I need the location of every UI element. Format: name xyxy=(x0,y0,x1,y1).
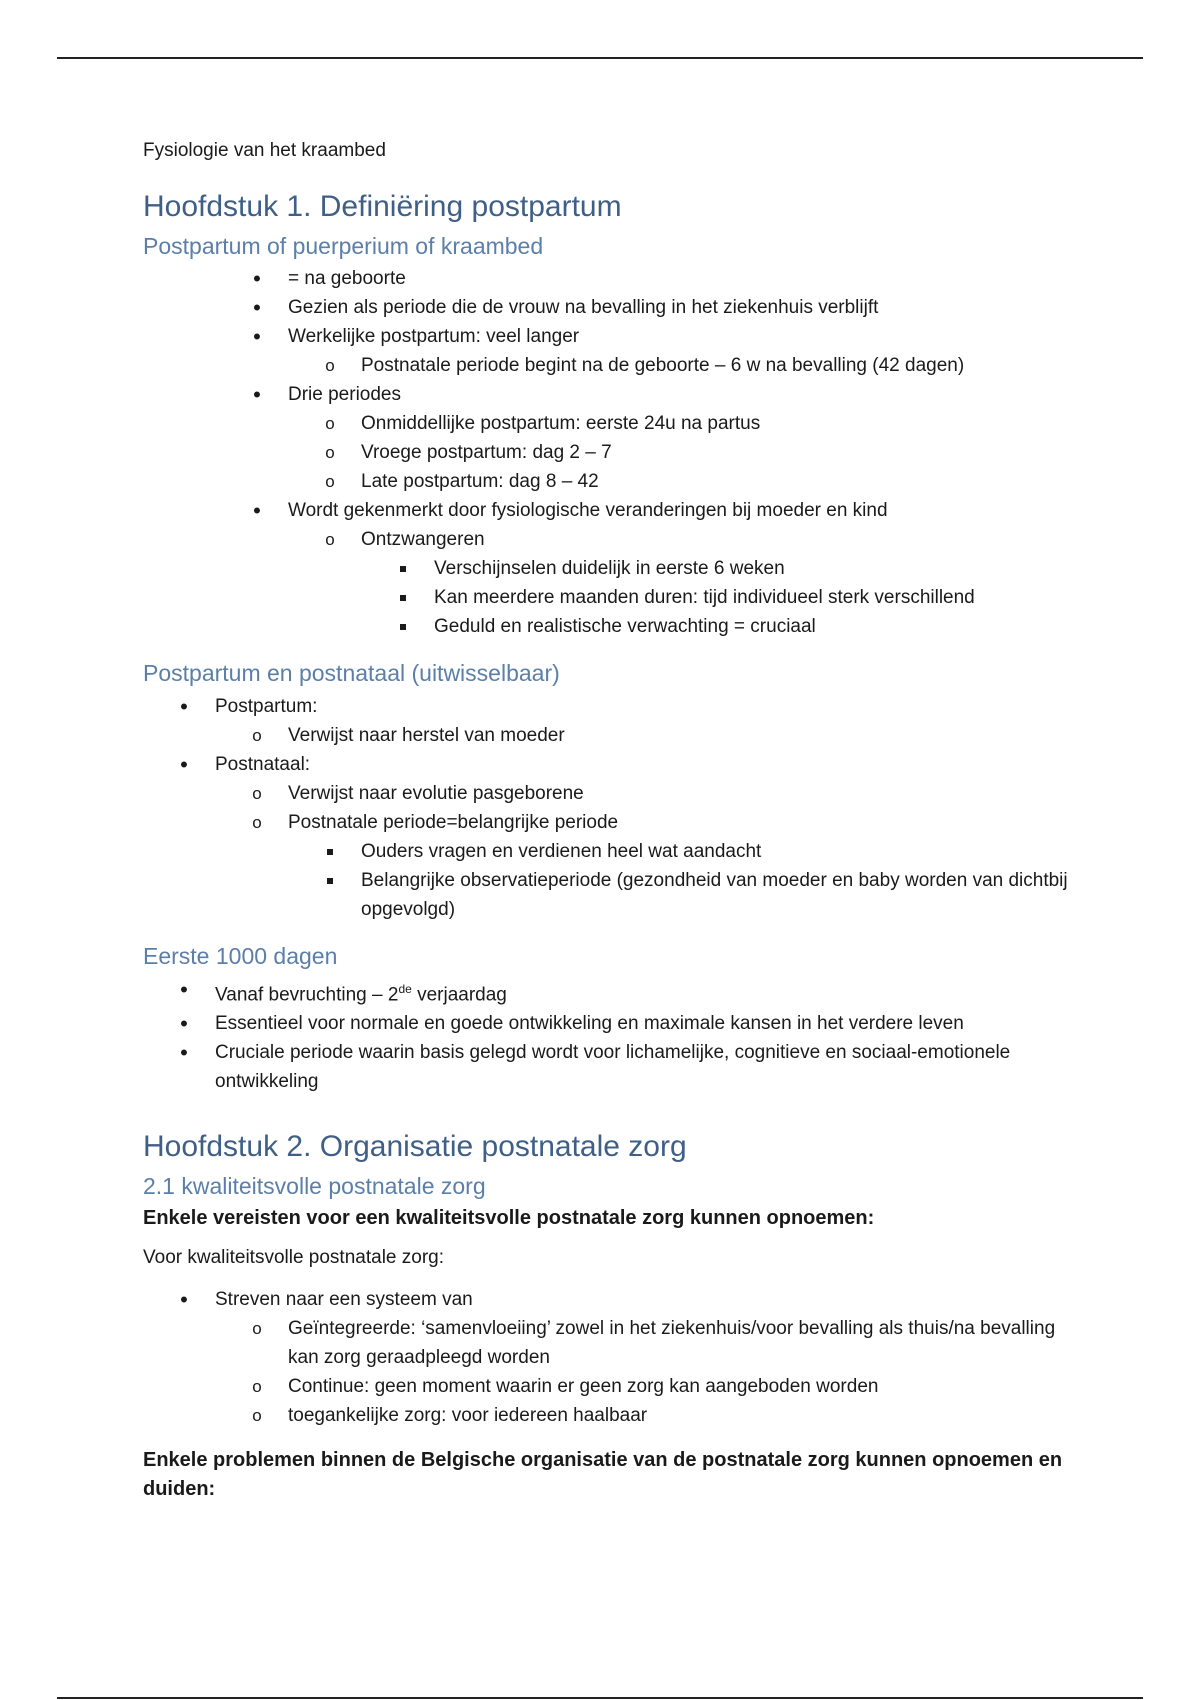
question-heading: Enkele problemen binnen de Belgische organisatie van de postnatale zorg kunnen opnoemen en duiden: xyxy=(143,1449,1063,1501)
bullet-icon xyxy=(173,692,195,723)
section-heading: Postpartum of puerperium of kraambed xyxy=(143,232,544,259)
list-item: Ouders vragen en verdienen heel wat aandacht xyxy=(143,837,1083,866)
square-bullet-icon xyxy=(392,554,414,583)
list-item: • Werkelijke postpartum: veel langer xyxy=(143,322,1083,351)
bullet-icon xyxy=(173,1009,195,1040)
circle-bullet-icon xyxy=(319,467,341,496)
section-postpartum-postnataal xyxy=(143,659,1083,924)
list-item: • Postpartum: xyxy=(143,692,1083,721)
bullet-list xyxy=(143,1285,1083,1430)
circle-bullet-icon xyxy=(319,438,341,467)
list-item: o Onmiddellijke postpartum: eerste 24u na partus xyxy=(143,409,1083,438)
square-bullet-icon xyxy=(319,866,341,895)
list-item: • = na geboorte xyxy=(143,264,1083,293)
list-item: o Ontzwangeren xyxy=(143,525,1083,554)
circle-bullet-icon xyxy=(246,1314,268,1343)
section-eerste-1000-dagen xyxy=(143,942,1083,1096)
section-heading: Postpartum en postnataal (uitwisselbaar) xyxy=(143,660,560,687)
section-heading: Eerste 1000 dagen xyxy=(143,943,338,969)
bullet-list xyxy=(143,975,1083,1096)
bullet-icon xyxy=(173,750,195,781)
circle-bullet-icon xyxy=(246,1372,268,1401)
list-item: • Essentieel voor normale en goede ontwikkeling en maximale kansen in het verdere leven xyxy=(143,1009,1083,1038)
bullet-icon xyxy=(173,975,195,1006)
circle-bullet-icon xyxy=(246,721,268,750)
list-item: • Gezien als periode die de vrouw na bevalling in het ziekenhuis verblijft xyxy=(143,293,1083,322)
list-item: o Verwijst naar herstel van moeder xyxy=(143,721,1083,750)
list-item: o Continue: geen moment waarin er geen zorg kan aangeboden worden xyxy=(143,1372,1083,1401)
circle-bullet-icon xyxy=(319,351,341,380)
document-title: Fysiologie van het kraambed xyxy=(143,140,386,161)
list-item: • Vanaf bevruchting – 2de verjaardag xyxy=(143,975,1083,1009)
square-bullet-icon xyxy=(319,837,341,866)
bullet-list xyxy=(143,692,1083,924)
bullet-icon xyxy=(173,1038,195,1069)
list-item: • Cruciale periode waarin basis gelegd wordt voor lichamelijke, cognitieve en sociaal-emotionele ontwikkeling xyxy=(143,1038,1083,1096)
bullet-icon xyxy=(246,322,268,353)
header-rule xyxy=(57,57,1143,59)
list-item: • Wordt gekenmerkt door fysiologische veranderingen bij moeder en kind xyxy=(143,496,1083,525)
list-item: Verschijnselen duidelijk in eerste 6 weken xyxy=(143,554,1083,583)
list-item: Geduld en realistische verwachting = cruciaal xyxy=(143,612,1083,641)
bullet-icon xyxy=(246,264,268,295)
list-item: Belangrijke observatieperiode (gezondheid van moeder en baby worden van dichtbij opgevolgd) xyxy=(143,866,1083,924)
bullet-icon xyxy=(246,496,268,527)
list-item: • Drie periodes xyxy=(143,380,1083,409)
circle-bullet-icon xyxy=(246,1401,268,1430)
circle-bullet-icon xyxy=(319,409,341,438)
bullet-icon xyxy=(246,293,268,324)
intro-text: Voor kwaliteitsvolle postnatale zorg: xyxy=(143,1247,444,1269)
footer-rule xyxy=(57,1697,1143,1699)
circle-bullet-icon xyxy=(246,808,268,837)
list-item: • Postnataal: xyxy=(143,750,1083,779)
list-item: o toegankelijke zorg: voor iedereen haalbaar xyxy=(143,1401,1083,1430)
chapter-1-heading: Hoofdstuk 1. Definiëring postpartum xyxy=(143,190,622,223)
section-heading: 2.1 kwaliteitsvolle postnatale zorg xyxy=(143,1172,486,1199)
list-item: o Postnatale periode=belangrijke periode xyxy=(143,808,1083,837)
list-item: o Geïntegreerde: ‘samenvloeiing’ zowel in het ziekenhuis/voor bevalling als thuis/na bevalling kan zorg geraadpleegd worden xyxy=(143,1314,1083,1372)
square-bullet-icon xyxy=(392,612,414,641)
circle-bullet-icon xyxy=(246,779,268,808)
document-page xyxy=(143,140,1083,1518)
list-item: o Late postpartum: dag 8 – 42 xyxy=(143,467,1083,496)
list-item: o Verwijst naar evolutie pasgeborene xyxy=(143,779,1083,808)
list-item: o Vroege postpartum: dag 2 – 7 xyxy=(143,438,1083,467)
list-item: Kan meerdere maanden duren: tijd individueel sterk verschillend xyxy=(143,583,1083,612)
bullet-list xyxy=(143,264,1083,641)
section-postpartum-definition xyxy=(143,232,1083,642)
bullet-icon xyxy=(246,380,268,411)
bullet-icon xyxy=(173,1285,195,1316)
square-bullet-icon xyxy=(392,583,414,612)
circle-bullet-icon xyxy=(319,525,341,554)
question-heading: Enkele vereisten voor een kwaliteitsvolle postnatale zorg kunnen opnoemen: xyxy=(143,1207,875,1230)
list-item: o Postnatale periode begint na de geboorte – 6 w na bevalling (42 dagen) xyxy=(143,351,1083,380)
list-item: • Streven naar een systeem van xyxy=(143,1285,1083,1314)
chapter-2-heading: Hoofdstuk 2. Organisatie postnatale zorg xyxy=(143,1130,687,1164)
